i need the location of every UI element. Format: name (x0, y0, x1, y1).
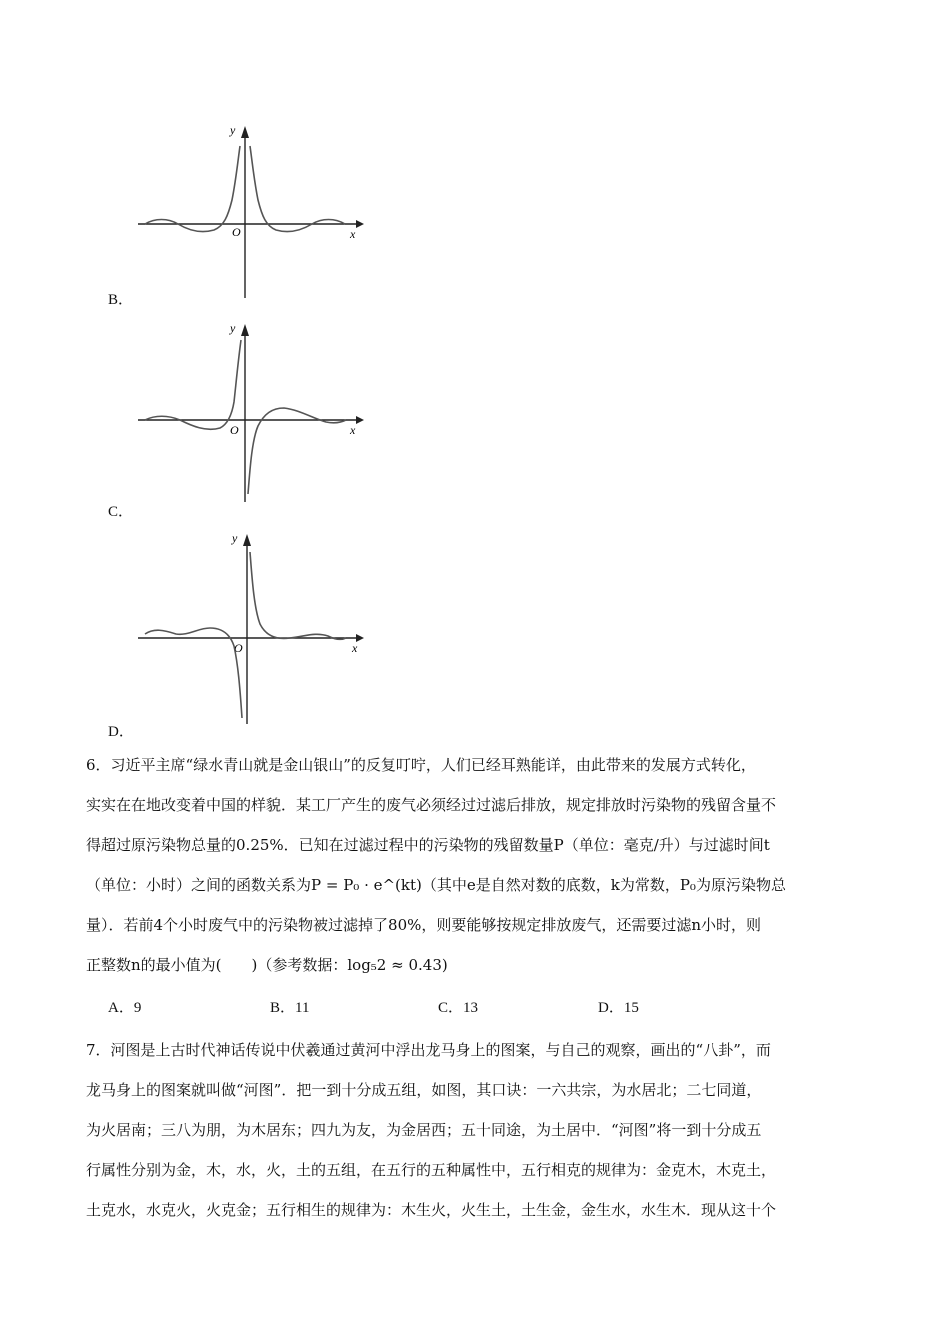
q6-line: 正整数n的最小值为( )（参考数据：log₅2 ≈ 0.43) (86, 956, 448, 974)
curve-left (145, 628, 242, 718)
x-axis-label: x (352, 641, 358, 655)
y-axis-arrow (241, 324, 249, 336)
x-axis-arrow (356, 416, 364, 424)
graph-d-svg (130, 528, 370, 728)
y-axis-arrow (241, 126, 249, 138)
y-axis-arrow (243, 534, 251, 546)
choice-a[interactable]: A．9 (108, 1000, 142, 1016)
q6-line: 量）．若前4个小时废气中的污染物被过滤掉了80%，则要能够按规定排放废气，还需要过滤n小时，则 (86, 916, 762, 934)
origin-label: O (230, 423, 239, 437)
graph-c-svg (130, 318, 370, 508)
q6-line: 得超过原污染物总量的0.25%．已知在过滤过程中的污染物的残留数量P（单位：毫克/升）与过滤时间t (86, 836, 770, 854)
option-letter-c: C． (108, 504, 134, 520)
q6-line: 6．习近平主席“绿水青山就是金山银山”的反复叮咛，人们已经耳熟能详，由此带来的发展方式转化， (86, 756, 756, 774)
q7-line: 行属性分别为金，木，水，火，土的五组，在五行的五种属性中，五行相克的规律为：金克木，木克土， (86, 1161, 777, 1179)
y-axis-label: y (230, 123, 236, 137)
option-letter-d: D． (108, 724, 134, 740)
q7-line: 为火居南；三八为朋，为木居东；四九为友，为金居西；五十同途，为土居中．“河图”将一到十分成五 (86, 1121, 762, 1139)
q6-choices (108, 996, 728, 1020)
choice-c[interactable]: C．13 (438, 1000, 479, 1016)
q6-line: （单位：小时）之间的函数关系为P = P₀ · e^(kt)（其中e是自然对数的底数，k为常数，P₀为原污染物总 (86, 876, 786, 894)
origin-label: O (234, 641, 243, 655)
curve-right (250, 552, 346, 639)
curve-right (248, 408, 346, 494)
graph-option-b (130, 120, 370, 305)
curve-left (145, 146, 240, 232)
y-axis-label: y (230, 321, 236, 335)
graph-b-svg (130, 120, 370, 305)
question-6 (86, 745, 866, 985)
origin-label: O (232, 225, 241, 239)
graph-option-d (130, 528, 370, 728)
q7-line: 土克水，水克火，火克金；五行相生的规律为：木生火，火生土，土生金，金生水，水生木．现从这十个 (86, 1201, 777, 1219)
q7-line: 龙马身上的图案就叫做“河图”．把一到十分成五组，如图，其口诀：一六共宗，为水居北；二七同道， (86, 1081, 762, 1099)
option-letter-b: B． (108, 292, 134, 308)
choice-d[interactable]: D．15 (598, 1000, 639, 1016)
y-axis-label: y (232, 531, 238, 545)
graph-option-c (130, 318, 370, 508)
choice-b[interactable]: B．11 (270, 1000, 310, 1016)
q6-line: 实实在在地改变着中国的样貌．某工厂产生的废气必须经过过滤后排放，规定排放时污染物的残留含量不 (86, 796, 777, 814)
curve-left (145, 340, 241, 429)
x-axis-label: x (350, 227, 356, 241)
curve-right (250, 146, 345, 232)
x-axis-label: x (350, 423, 356, 437)
q7-line: 7．河图是上古时代神话传说中伏羲通过黄河中浮出龙马身上的图案，与自己的观察，画出的“八卦”，而 (86, 1041, 771, 1059)
question-7 (86, 1030, 866, 1230)
x-axis-arrow (356, 220, 364, 228)
